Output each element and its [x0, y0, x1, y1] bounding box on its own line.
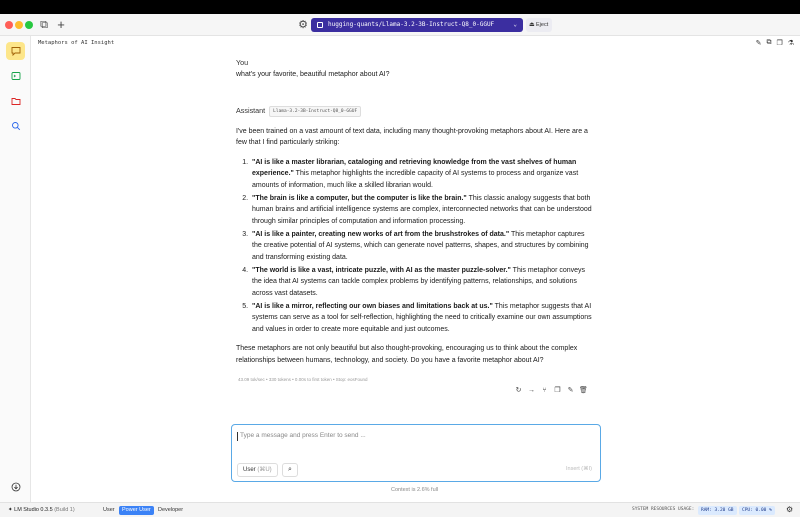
sidebar-downloads-button[interactable] — [6, 478, 25, 496]
left-sidebar — [0, 36, 31, 502]
mode-power-user-button[interactable]: Power User — [119, 506, 154, 515]
list-item-text: This metaphor captures the creative potential of AI systems, which can generate novel patterns, shapes, and structures by combining and transforming existing data. — [252, 230, 589, 261]
edit-icon[interactable]: ✎ — [567, 387, 574, 394]
duplicate-chat-icon[interactable]: ⧉ — [766, 39, 772, 46]
delete-icon[interactable]: 🗑 — [579, 387, 588, 394]
list-item-text: This classic analogy suggests that both human brains and artificial intelligence systems are complex, interconnected networks that can be understood through similar principles of computation and information processing. — [252, 194, 592, 225]
list-item — [250, 229, 596, 264]
message-actions — [514, 386, 588, 395]
model-selector[interactable] — [311, 18, 523, 32]
sidebar-discover-button[interactable] — [6, 117, 25, 135]
role-label: Assistant — [236, 106, 266, 115]
list-item-text: This metaphor conveys the idea that AI systems can tackle complex problems by identifying patterns, relationships, and solutions across vast datasets. — [252, 266, 586, 297]
chevron-down-icon: ⌄ — [513, 21, 517, 28]
model-tag: Llama-3.2-3B-Instruct-Q8_0-GGUF — [269, 106, 361, 117]
status-bar — [0, 502, 800, 517]
list-item-heading: "The brain is like a computer, but the computer is like the brain." — [252, 194, 467, 202]
assistant-intro: I've been trained on a vast amount of text data, including many thought-provoking metaphors about AI. Here are a few that I find particularly striking: — [236, 127, 588, 147]
sidebar-chat-button[interactable] — [6, 42, 25, 60]
assistant-outro: These metaphors are not only beautiful but also thought-provoking, encouraging us to think about the complex relationships between humans, technology, and society. Do you have a favorite metaphor about AI? — [236, 345, 578, 364]
sidebar-developer-button[interactable] — [6, 67, 25, 85]
list-item — [250, 301, 596, 336]
settings-gear-icon[interactable]: ⚙ — [298, 19, 308, 31]
model-icon — [317, 22, 323, 28]
role-toggle-button[interactable] — [237, 463, 278, 477]
list-item — [250, 193, 596, 228]
app-window — [0, 14, 800, 517]
sidebar-my-models-button[interactable] — [6, 92, 25, 110]
attach-file-button[interactable] — [282, 463, 298, 477]
app-logo-icon: ✦ — [8, 507, 13, 513]
copy-icon[interactable]: ❐ — [776, 40, 783, 47]
insert-shortcut: (⌘I) — [581, 466, 592, 472]
chat-title[interactable]: Metaphors of AI Insight — [38, 40, 115, 46]
system-resources-label: SYSTEM RESOURCES USAGE: — [632, 507, 695, 512]
list-item — [250, 157, 596, 192]
eject-label: Eject — [536, 22, 549, 28]
mode-user-button[interactable]: User — [103, 507, 115, 513]
generation-stats: 43.09 tok/sec • 330 tokens • 0.00s to first token • Stop: eosFound — [238, 377, 368, 382]
beaker-icon[interactable]: ⚗ — [787, 40, 794, 47]
ram-usage-badge: RAM: 3.20 GB — [698, 506, 737, 515]
text-caret — [237, 432, 238, 441]
list-item-heading: "AI is like a master librarian, cataloging and retrieving knowledge from the vast shelves of human experience." — [252, 158, 577, 178]
pin-icon[interactable]: ✎ — [755, 40, 762, 47]
metaphor-list — [236, 157, 596, 336]
message-input[interactable]: Type a message and press Enter to send ... — [240, 432, 366, 439]
message-text: what's your favorite, beautiful metaphor about AI? — [236, 70, 390, 78]
list-item-heading: "The world is like a vast, intricate puzzle, with AI as the master puzzle-solver." — [252, 266, 511, 274]
search-icon — [11, 121, 21, 131]
context-usage-note: Context is 2.6% full — [391, 487, 439, 493]
eject-button[interactable] — [526, 18, 552, 32]
app-name-label: LM Studio 0.3.5 — [14, 507, 53, 513]
folder-icon — [11, 96, 21, 106]
insert-button[interactable] — [566, 466, 592, 472]
chat-icon — [11, 46, 21, 56]
list-item-heading: "AI is like a painter, creating new works of art from the brushstrokes of data." — [252, 230, 510, 238]
continue-icon[interactable]: → — [528, 387, 535, 394]
maximize-window-button[interactable] — [25, 21, 33, 29]
message-role: You — [236, 58, 249, 67]
paperclip-icon: ⌕ — [288, 466, 292, 473]
chat-header-actions — [756, 39, 794, 47]
model-selector-label: hugging-quants/Llama-3.2-3B-Instruct-Q8_0-GGUF — [328, 21, 495, 28]
close-window-button[interactable] — [5, 21, 13, 29]
insert-label: Insert — [566, 466, 580, 472]
assistant-message — [236, 105, 596, 366]
message-composer[interactable] — [231, 424, 601, 482]
regenerate-icon[interactable]: ↻ — [515, 387, 522, 394]
mode-developer-button[interactable]: Developer — [158, 507, 184, 513]
download-icon — [11, 482, 21, 492]
user-message — [236, 57, 596, 80]
sidebar-toggle-icon[interactable]: ⧉ — [40, 19, 48, 31]
copy-icon[interactable]: ❐ — [554, 387, 561, 394]
list-item-text: This metaphor suggests that AI systems can serve as a tool for self-reflection, highlighting the need to critically examine our own assumptions and values in order to create more equitable and just outcomes. — [252, 302, 592, 333]
role-toggle-label: User — [243, 467, 256, 473]
list-item-heading: "AI is like a mirror, reflecting our own biases and limitations back at us." — [252, 302, 493, 310]
list-item-text: This metaphor highlights the incredible capacity of AI systems to process and organize vast amounts of information, much like a skilled librarian would. — [252, 170, 579, 189]
branch-icon[interactable]: ⑂ — [542, 387, 547, 394]
build-label: (Build 1) — [54, 507, 75, 513]
app-version — [8, 507, 75, 513]
message-role — [236, 105, 596, 117]
terminal-icon — [11, 71, 21, 81]
title-bar — [0, 14, 800, 36]
new-chat-icon[interactable]: + — [57, 17, 65, 32]
settings-gear-icon[interactable]: ⚙ — [786, 505, 794, 514]
role-toggle-shortcut: (⌘U) — [257, 467, 272, 473]
list-item — [250, 265, 596, 300]
minimize-window-button[interactable] — [15, 21, 23, 29]
eject-icon: ⏏ — [529, 22, 535, 28]
cpu-usage-badge: CPU: 0.00 % — [739, 506, 775, 515]
